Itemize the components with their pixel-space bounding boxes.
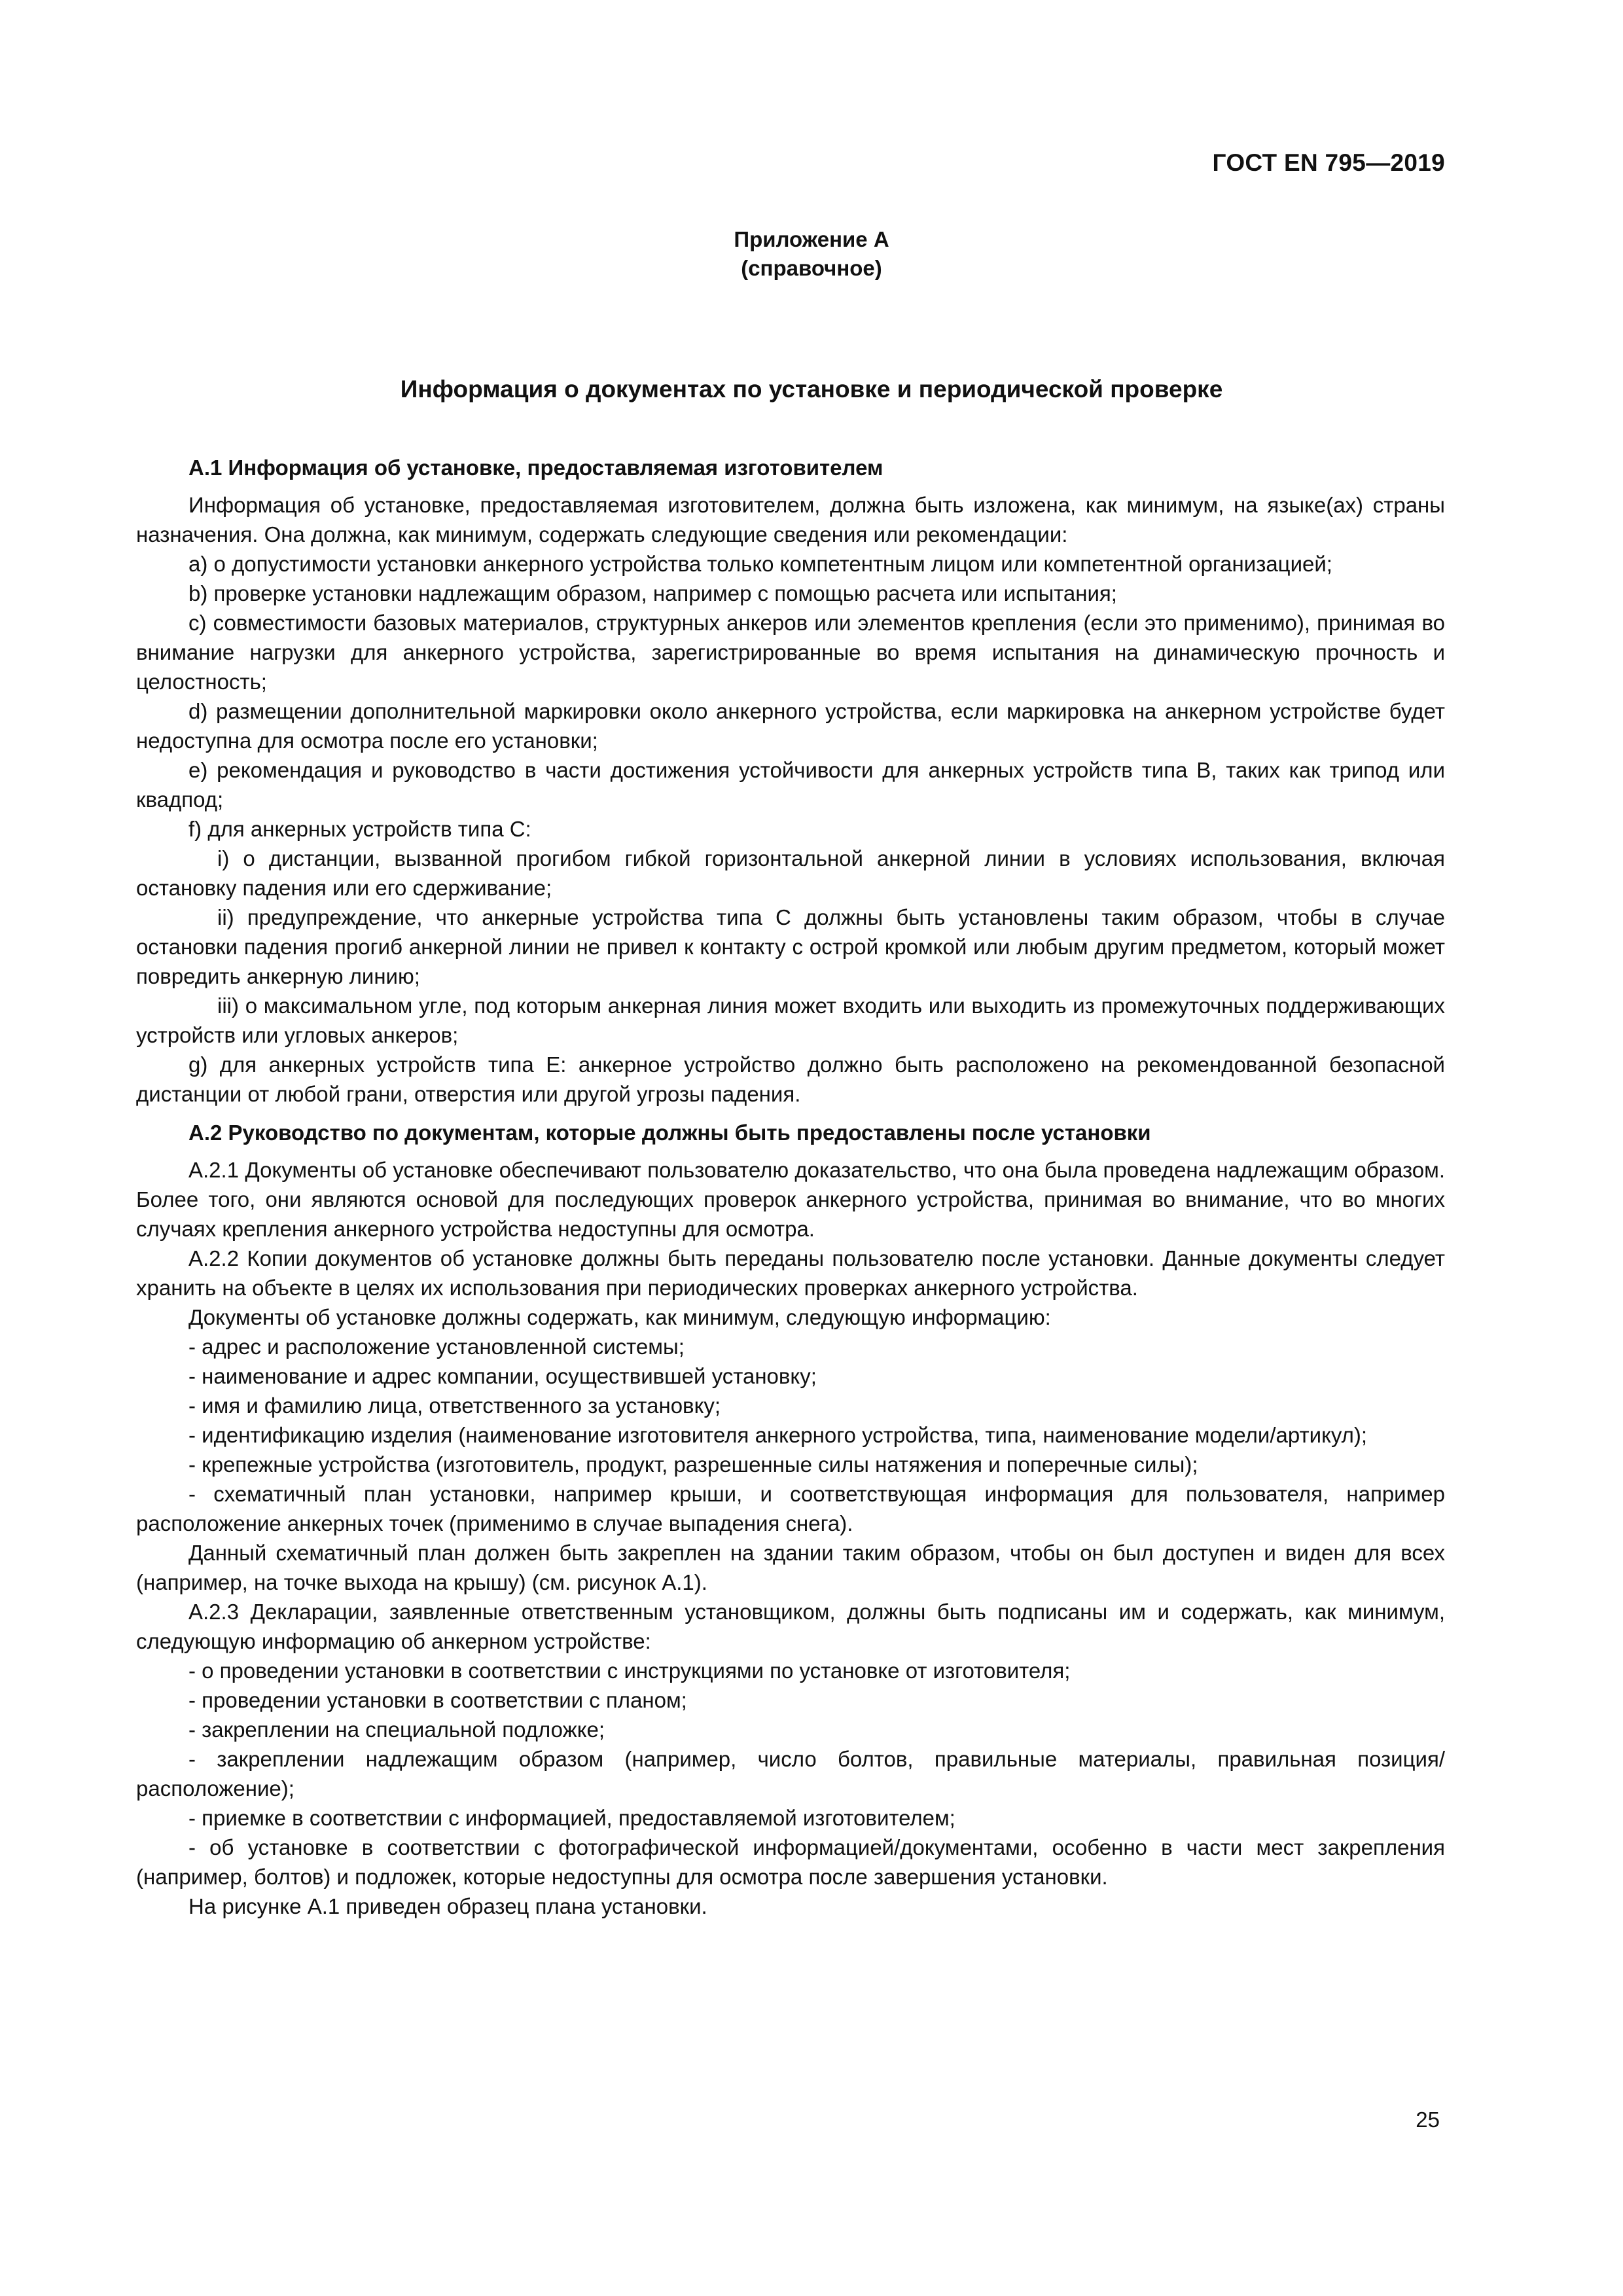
paragraph: А.2.2 Копии документов об установке должны быть переданы пользователю после установки. Данные документы следует хранить на объекте в целях их использования при периодических проверках анкерного устройства. bbox=[136, 1246, 1445, 1300]
list-subitem: iii) о максимальном угле, под которым анкерная линия может входить или выходить из промежуточных поддерживающих устройств или угловых анкеров; bbox=[136, 994, 1445, 1047]
list-item: a) о допустимости установки анкерного устройства только компетентным лицом или компетентной организацией; bbox=[188, 552, 1332, 576]
list-item: - проведении установки в соответствии с планом; bbox=[188, 1688, 687, 1712]
annex-title: Информация о документах по установке и периодической проверке bbox=[400, 376, 1223, 403]
list-subitem: i) о дистанции, вызванной прогибом гибкой горизонтальной анкерной линии в условиях использования, включая остановку падения или его сдерживание; bbox=[136, 846, 1445, 900]
paragraph: А.2.3 Декларации, заявленные ответственным установщиком, должны быть подписаны им и содержать, как минимум, следующую информацию об анкерном устройстве: bbox=[136, 1600, 1445, 1653]
list-item: - крепежные устройства (изготовитель, продукт, разрешенные силы натяжения и поперечные силы); bbox=[188, 1452, 1198, 1477]
page-number: 25 bbox=[1416, 2108, 1440, 2132]
list-subitem: ii) предупреждение, что анкерные устройства типа C должны быть установлены таким образом, чтобы в случае остановки падения прогиб анкерной линии не привел к контакту с острой кромкой или любым другим предметом, который может повредить анкерную линию; bbox=[136, 905, 1445, 988]
annex-heading bbox=[0, 225, 1623, 283]
list-item: - схематичный план установки, например крыши, и соответствующая информация для пользователя, например расположение анкерных точек (применимо в случае выпадения снега). bbox=[136, 1482, 1445, 1535]
paragraph: На рисунке А.1 приведен образец плана установки. bbox=[188, 1894, 707, 1918]
paragraph: А.2.1 Документы об установке обеспечивают пользователю доказательство, что она была проведена надлежащим образом. Более того, они являются основой для последующих проверок анкерного устройства, принимая во внимание, что во многих случаях крепления анкерного устройства недоступны для осмотра. bbox=[136, 1158, 1445, 1241]
paragraph: Данный схематичный план должен быть закреплен на здании таким образом, чтобы он был доступен и виден для всех (например, на точке выхода на крышу) (см. рисунок А.1). bbox=[136, 1541, 1445, 1594]
paragraph: Информация об установке, предоставляемая изготовителем, должна быть изложена, как минимум, на языке(ах) страны назначения. Она должна, как минимум, содержать следующие сведения или рекомендации: bbox=[136, 493, 1445, 547]
list-item: - наименование и адрес компании, осуществившей установку; bbox=[188, 1364, 817, 1388]
annex-label: Приложение А bbox=[734, 227, 889, 251]
list-item: - приемке в соответствии с информацией, предоставляемой изготовителем; bbox=[188, 1806, 955, 1830]
list-item: - имя и фамилию лица, ответственного за установку; bbox=[188, 1393, 721, 1418]
list-item: e) рекомендация и руководство в части достижения устойчивости для анкерных устройств типа B, таких как трипод или квадпод; bbox=[136, 758, 1445, 812]
list-item: - закреплении надлежащим образом (например, число болтов, правильные материалы, правильная позиция/расположение); bbox=[136, 1747, 1445, 1801]
list-item: - об установке в соответствии с фотографической информацией/документами, особенно в части мест закрепления (например, болтов) и подложек, которые недоступны для осмотра после завершения установки. bbox=[136, 1835, 1445, 1889]
section-a2-heading: А.2 Руководство по документам, которые должны быть предоставлены после установки bbox=[188, 1121, 1151, 1145]
paragraph: Документы об установке должны содержать, как минимум, следующую информацию: bbox=[188, 1305, 1051, 1329]
list-item: - идентификацию изделия (наименование изготовителя анкерного устройства, типа, наименование модели/артикул); bbox=[188, 1423, 1368, 1447]
list-item: d) размещении дополнительной маркировки около анкерного устройства, если маркировка на анкерном устройстве будет недоступна для осмотра после его установки; bbox=[136, 699, 1445, 753]
list-item: - адрес и расположение установленной системы; bbox=[188, 1335, 685, 1359]
list-item: b) проверке установки надлежащим образом, например с помощью расчета или испытания; bbox=[188, 581, 1117, 605]
section-a1-heading: А.1 Информация об установке, предоставляемая изготовителем bbox=[188, 456, 883, 480]
list-item: c) совместимости базовых материалов, структурных анкеров или элементов крепления (если это применимо), принимая во внимание нагрузки для анкерного устройства, зарегистрированные во время испытания на динамическую прочность и целостность; bbox=[136, 611, 1445, 694]
list-item: - о проведении установки в соответствии с инструкциями по установке от изготовителя; bbox=[188, 1659, 1071, 1683]
list-item: f) для анкерных устройств типа C: bbox=[188, 817, 531, 841]
document-code-header: ГОСТ EN 795—2019 bbox=[1212, 149, 1445, 176]
document-body bbox=[136, 453, 1445, 1921]
list-item: - закреплении на специальной подложке; bbox=[188, 1717, 605, 1742]
annex-type: (справочное) bbox=[741, 256, 882, 280]
list-item: g) для анкерных устройств типа E: анкерное устройство должно быть расположено на рекомендованной безопасной дистанции от любой грани, отверстия или другой угрозы падения. bbox=[136, 1052, 1445, 1106]
